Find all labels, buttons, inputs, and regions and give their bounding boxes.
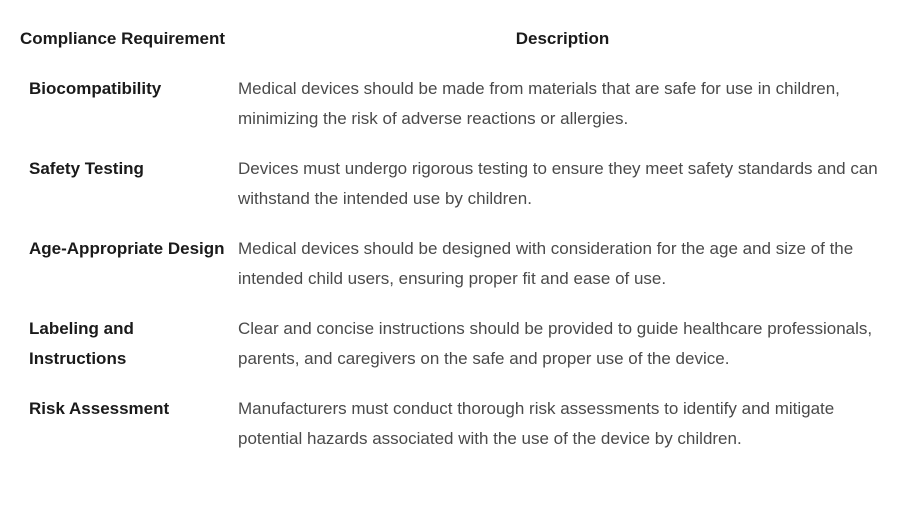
- header-description: Description: [515, 29, 610, 48]
- description-cell: Medical devices should be designed with consideration for the age and size of the intended child users, ensuring proper fit and ease of use.: [238, 239, 854, 288]
- requirement-cell: Biocompatibility: [29, 79, 162, 98]
- requirement-cell: Age-Appropriate Design: [29, 239, 225, 258]
- table-row: [11, 224, 891, 304]
- description-cell: Manufacturers must conduct thorough risk assessments to identify and mitigate potential hazards associated with the use of the device by children.: [238, 399, 835, 448]
- header-compliance-requirement: Compliance Requirement: [20, 29, 225, 48]
- requirement-cell: Labeling and Instructions: [29, 319, 134, 368]
- description-cell: Devices must undergo rigorous testing to ensure they meet safety standards and can withstand the intended use by children.: [238, 159, 878, 208]
- compliance-table: [11, 24, 891, 464]
- table-row: [11, 144, 891, 224]
- table-header-row: [11, 24, 891, 64]
- requirement-cell: Risk Assessment: [29, 399, 170, 418]
- description-cell: Medical devices should be made from materials that are safe for use in children, minimizing the risk of adverse reactions or allergies.: [238, 79, 840, 128]
- description-cell: Clear and concise instructions should be provided to guide healthcare professionals, parents, and caregivers on the safe and proper use of the device.: [238, 319, 873, 368]
- table-row: [11, 304, 891, 384]
- table-row: [11, 384, 891, 464]
- requirement-cell: Safety Testing: [29, 159, 144, 178]
- table-row: [11, 64, 891, 144]
